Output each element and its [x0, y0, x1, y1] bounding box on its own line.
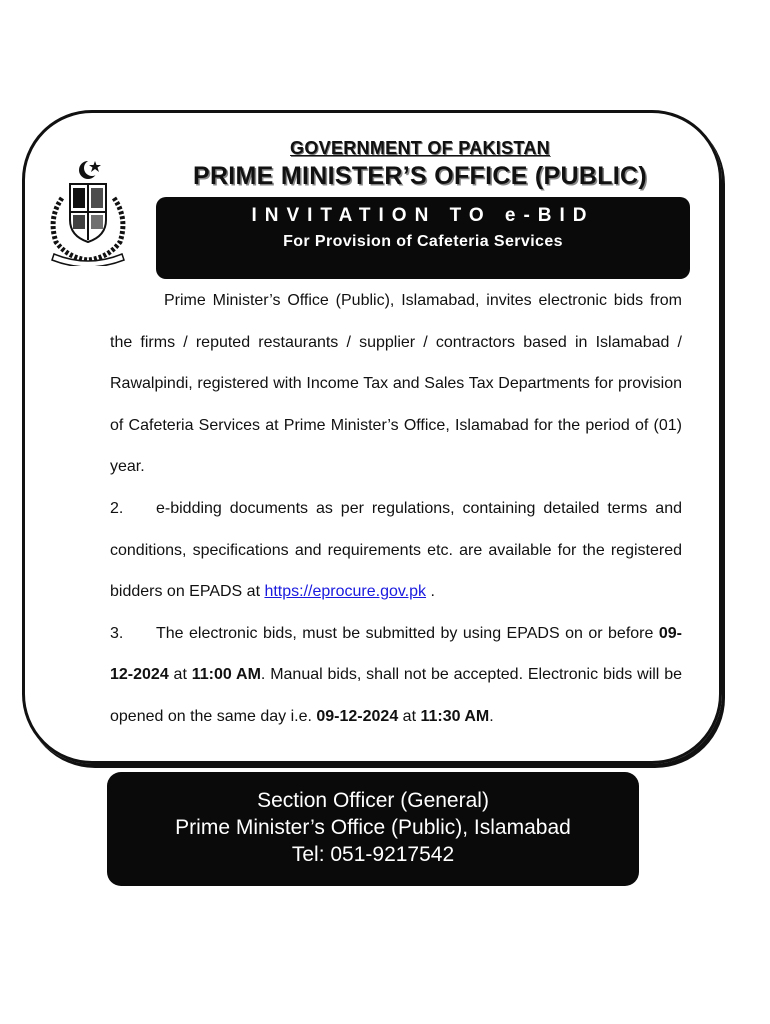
opening-date: 09-12-2024 — [316, 707, 399, 725]
invitation-banner — [156, 197, 690, 279]
contact-phone: Tel: 051-9217542 — [291, 843, 455, 866]
invitation-title: INVITATION TO e-BID — [251, 205, 595, 226]
paragraph-3-text-b: at — [168, 666, 192, 684]
paragraph-3-text-e: . — [489, 707, 494, 725]
paragraph-3 — [110, 613, 682, 738]
paragraph-3-text-a: The electronic bids, must be submitted by using EPADS on or before — [156, 624, 659, 642]
paragraph-1: Prime Minister’s Office (Public), Islamabad, invites electronic bids from the firms / reputed restaurants / supplier / contractors based in Islamabad / Rawalpindi, registered with Income Tax and Sales Tax Departments for provision of Cafeteria Services at Prime Minister’s Office, Islamabad for the period of (01) year. — [110, 292, 682, 476]
contact-office: Prime Minister’s Office (Public), Islamabad — [175, 816, 571, 839]
submission-date: 09-12-2024 — [110, 624, 682, 684]
paragraph-3-text-d: at — [398, 707, 421, 725]
government-title: GOVERNMENT OF PAKISTAN — [290, 138, 550, 158]
paragraph-2-end: . — [426, 583, 435, 601]
paragraph-2 — [110, 488, 682, 613]
submission-time: 11:00 AM — [191, 666, 261, 684]
notice-body — [110, 280, 682, 738]
opening-time: 11:30 AM — [420, 707, 490, 725]
contact-title: Section Officer (General) — [257, 789, 489, 812]
eprocure-link[interactable]: https://eprocure.gov.pk — [264, 583, 427, 601]
paragraph-2-text: e-bidding documents as per regulations, containing detailed terms and conditions, specifications and requirements etc. are available for the registered bidders on EPADS at — [110, 499, 682, 601]
invitation-subtitle: For Provision of Cafeteria Services — [283, 233, 563, 250]
paragraph-3-text-c: . Manual bids, shall not be accepted. Electronic bids will be opened on the same day i.e. — [110, 666, 682, 725]
contact-box — [107, 772, 639, 886]
office-title: PRIME MINISTER’S OFFICE (PUBLIC) — [192, 162, 648, 190]
paragraph-2-number: 2. — [110, 499, 124, 517]
paragraph-3-number: 3. — [110, 624, 124, 642]
